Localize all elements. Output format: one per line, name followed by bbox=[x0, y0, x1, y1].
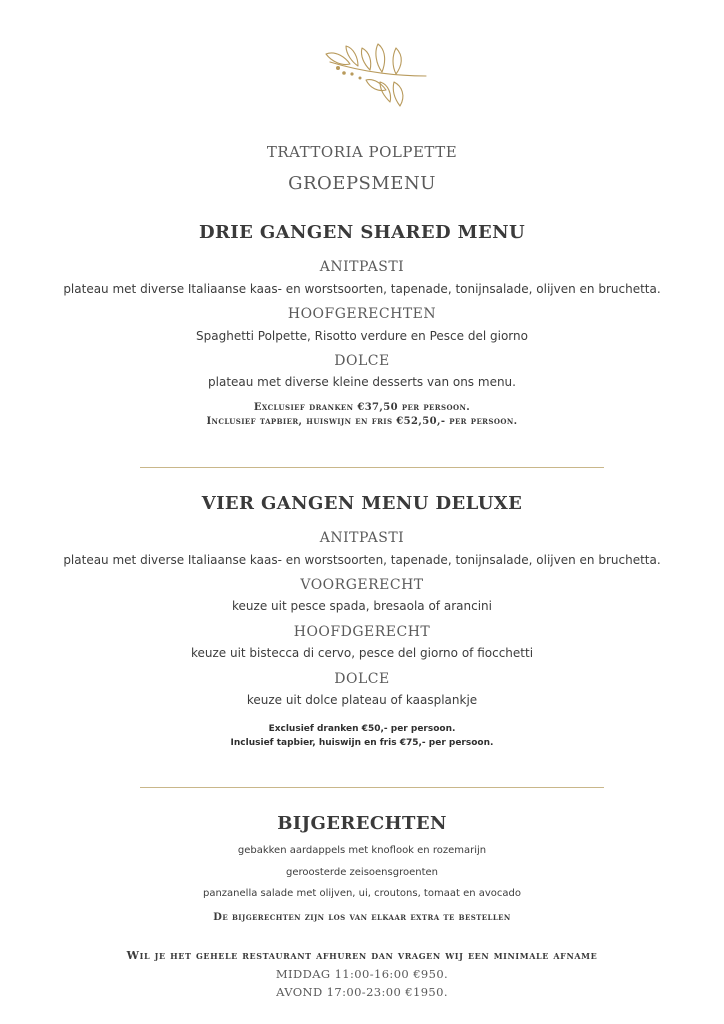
sides-note: De bijgerechten zijn los van elkaar extra te bestellen bbox=[213, 912, 511, 923]
sides-title: BIJGERECHTEN bbox=[277, 813, 447, 834]
menu1-course-name: HOOFGERECHTEN bbox=[287, 306, 437, 322]
menu1-course-description: plateau met diverse kleine desserts van ons menu. bbox=[208, 375, 516, 389]
menu2-course-description: keuze uit pesce spada, bresaola of arancini bbox=[232, 599, 492, 613]
menu2-course-name: ANITPASTI bbox=[319, 530, 405, 546]
menu1-course-name: ANITPASTI bbox=[319, 259, 405, 275]
side-item: geroosterde zeisoensgroenten bbox=[286, 867, 438, 878]
menu1-course-description: Spaghetti Polpette, Risotto verdure en Pesce del giorno bbox=[196, 329, 528, 343]
section-divider bbox=[140, 787, 604, 788]
olive-branch-icon bbox=[316, 40, 432, 112]
menu2-course-description: keuze uit dolce plateau of kaasplankje bbox=[246, 693, 478, 707]
side-item: gebakken aardappels met knoflook en rozemarijn bbox=[237, 845, 487, 856]
menu2-course-description: plateau met diverse Italiaanse kaas- en worstsoorten, tapenade, tonijnsalade, olijven en bruchetta. bbox=[63, 553, 661, 567]
dinner-rental-price: AVOND 17:00-23:00 €1950. bbox=[276, 985, 448, 999]
lunch-rental-price: MIDDAG 11:00-16:00 €950. bbox=[275, 967, 449, 981]
side-item: panzanella salade met olijven, ui, croutons, tomaat en avocado bbox=[202, 888, 521, 899]
menu2-course-name: VOORGERECHT bbox=[300, 577, 424, 593]
restaurant-name: TRATTORIA POLPETTE bbox=[266, 143, 458, 161]
menu1-course-name: DOLCE bbox=[334, 353, 390, 369]
menu1-course-description: plateau met diverse Italiaanse kaas- en worstsoorten, tapenade, tonijnsalade, olijven en bruchetta. bbox=[63, 282, 661, 296]
menu1-price-incl: Inclusief tapbier, huiswijn en fris €52,50,- per persoon. bbox=[206, 416, 518, 427]
menu2-course-description: keuze uit bistecca di cervo, pesce del giorno of fiocchetti bbox=[190, 646, 534, 660]
menu1-title: DRIE GANGEN SHARED MENU bbox=[198, 222, 526, 243]
menu2-price-incl: Inclusief tapbier, huiswijn en fris €75,- per persoon. bbox=[230, 738, 494, 748]
section-divider bbox=[140, 467, 604, 468]
menu2-course-name: DOLCE bbox=[334, 671, 390, 687]
menu1-price-excl: Exclusief dranken €37,50 per persoon. bbox=[253, 402, 471, 413]
menu2-title: VIER GANGEN MENU DELUXE bbox=[201, 493, 523, 514]
menu2-course-name: HOOFDGERECHT bbox=[293, 624, 431, 640]
page-title: GROEPSMENU bbox=[288, 173, 436, 194]
rental-info: Wil je het gehele restaurant afhuren dan vragen wij een minimale afname bbox=[126, 949, 598, 962]
menu2-price-excl: Exclusief dranken €50,- per persoon. bbox=[268, 724, 456, 734]
